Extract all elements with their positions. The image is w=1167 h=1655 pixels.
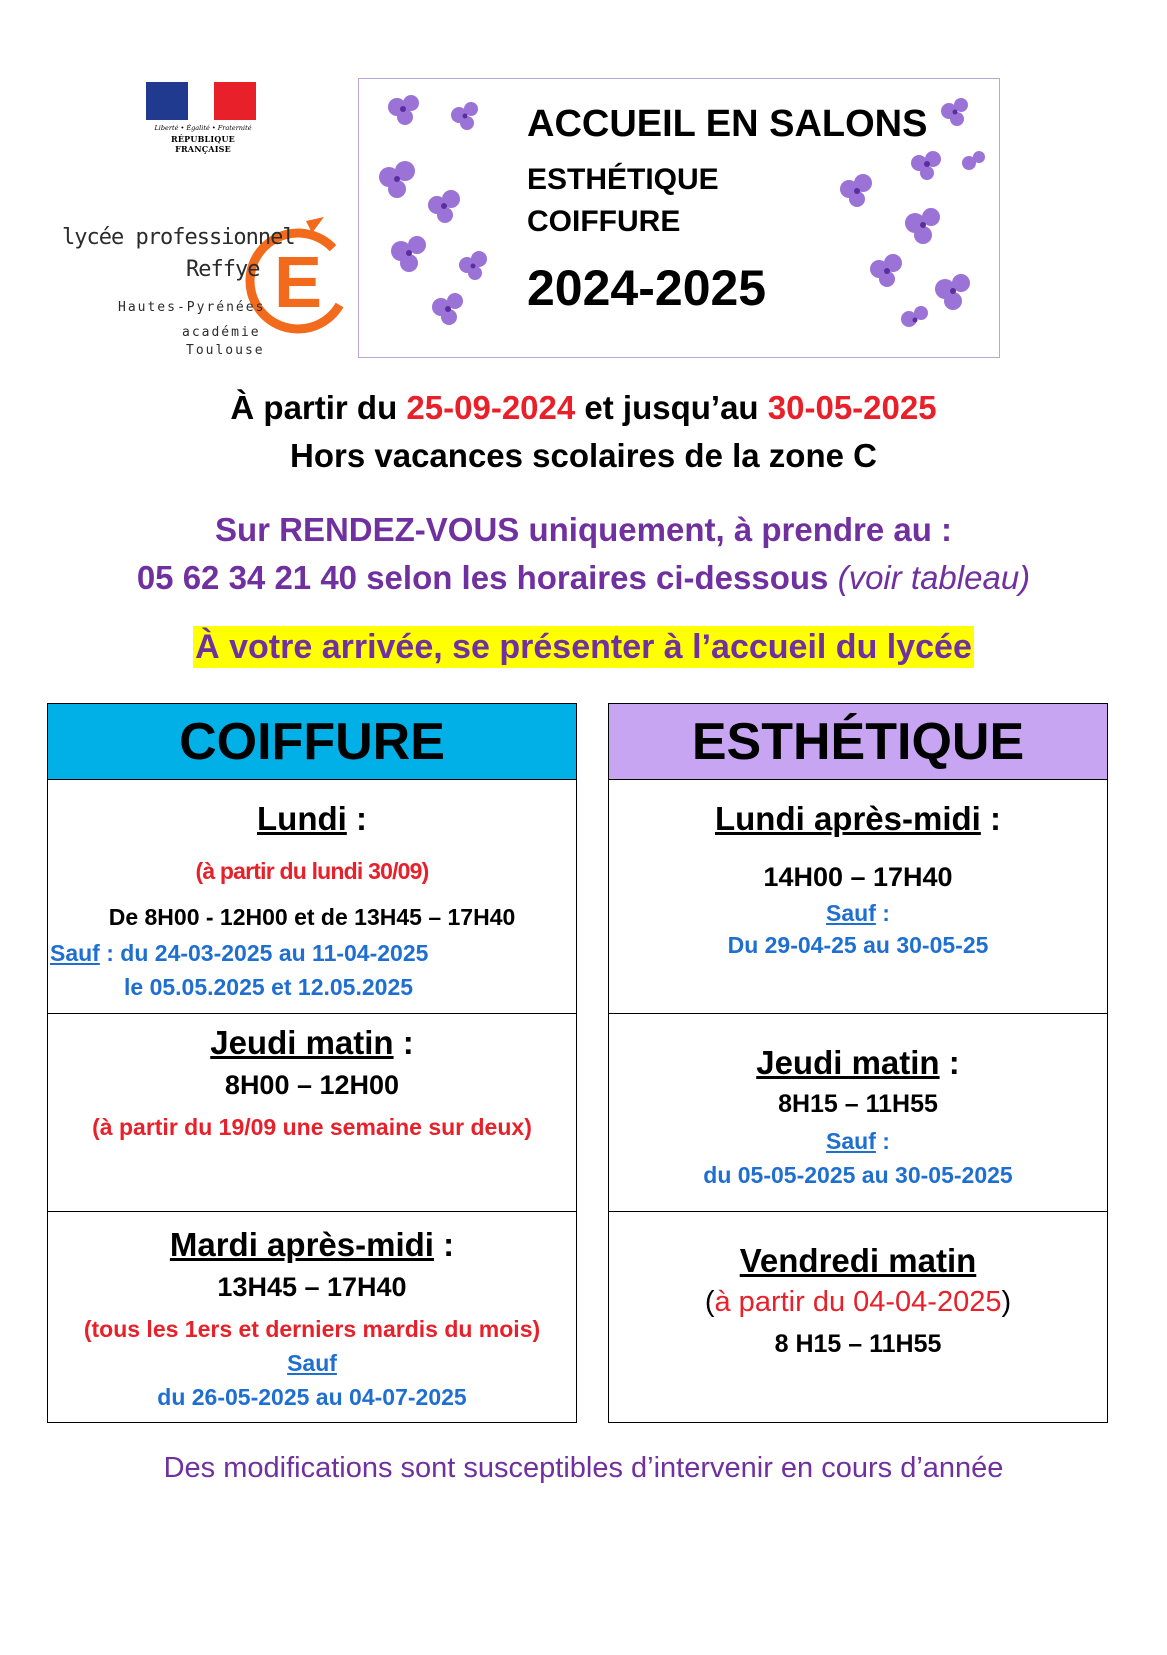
start-date: 25-09-2024 <box>406 389 576 426</box>
coiffure-mardi-title <box>48 1226 576 1264</box>
header-title: ACCUEIL EN SALONS <box>527 103 928 145</box>
esthetique-vendredi-title <box>609 1242 1107 1280</box>
coiffure-jeudi-cell <box>48 1014 576 1212</box>
esthetique-vendredi-paren-open: ( <box>704 1286 715 1318</box>
rdv-phone: 05 62 34 21 40 selon les horaires ci-dessous <box>136 559 829 596</box>
marianne-icon <box>182 88 212 116</box>
coiffure-mardi-colon: : <box>433 1226 455 1263</box>
end-date: 30-05-2025 <box>767 389 937 426</box>
esthetique-jeudi-day: Jeudi matin <box>756 1044 940 1081</box>
coiffure-jeudi-note: (à partir du 19/09 une semaine sur deux) <box>92 1114 532 1140</box>
coiffure-mardi-sauf-text: Sauf <box>287 1350 337 1376</box>
rf-name: RÉPUBLIQUE FRANÇAISE <box>171 134 235 154</box>
coiffure-mardi-day: Mardi après-midi <box>169 1226 434 1263</box>
header-subtitle-coiffure: COIFFURE <box>527 205 681 238</box>
coiffure-lundi-cell <box>48 780 576 1014</box>
coiffure-jeudi-colon: : <box>393 1024 414 1061</box>
zone-line: Hors vacances scolaires de la zone C <box>290 437 877 474</box>
coiffure-jeudi-title <box>48 1024 576 1062</box>
lycee-reffye-logo <box>58 185 338 365</box>
coiffure-mardi-cell <box>48 1212 576 1421</box>
coiffure-mardi-note: (tous les 1ers et derniers mardis du mois) <box>83 1316 541 1342</box>
coiffure-lundi-sauf: Sauf <box>50 940 100 966</box>
coiffure-mardi-sauf <box>48 1350 576 1377</box>
coiffure-lundi-except2: le 05.05.2025 et 12.05.2025 <box>124 974 414 1000</box>
coiffure-mardi-except: du 26-05-2025 au 04-07-2025 <box>157 1384 467 1410</box>
header-box <box>358 78 1000 358</box>
esthetique-lundi-cell <box>609 780 1107 1014</box>
lycee-academie: académie <box>182 325 261 340</box>
esthetique-vendredi-paren-close: ) <box>1001 1286 1012 1318</box>
esthetique-jeudi-title <box>609 1044 1107 1082</box>
esthetique-jeudi-cell <box>609 1014 1107 1212</box>
dates-line <box>0 389 1167 427</box>
esthetique-lundi-title <box>609 800 1107 838</box>
esthetique-vendredi-day: Vendredi matin <box>739 1242 977 1279</box>
esthetique-lundi-colon: : <box>980 800 1002 837</box>
coiffure-lundi-colon: : <box>346 800 367 837</box>
lycee-department: Hautes-Pyrénées <box>118 300 266 315</box>
esthetique-jeudi-sauf <box>609 1128 1107 1155</box>
coiffure-schedule-table <box>47 703 577 1423</box>
esthetique-lundi-hours: 14H00 – 17H40 <box>763 862 953 892</box>
esthetique-jeudi-except: du 05-05-2025 au 30-05-2025 <box>703 1162 1013 1188</box>
violets-flowers-left-icon <box>367 85 517 349</box>
violets-flowers-right-icon <box>819 93 999 347</box>
coiffure-jeudi-day: Jeudi matin <box>210 1024 394 1061</box>
header-subtitle-esthetique: ESTHÉTIQUE <box>527 163 719 196</box>
coiffure-lundi-except1 <box>50 940 578 967</box>
header-year: 2024-2025 <box>527 260 767 316</box>
esthetique-vendredi-note-text: à partir du 04-04-2025 <box>714 1286 1002 1318</box>
coiffure-lundi-day: Lundi <box>257 800 347 837</box>
coiffure-lundi-hours: De 8H00 - 12H00 et de 13H45 – 17H40 <box>108 904 516 930</box>
arrival-line <box>0 628 1167 667</box>
esthetique-vendredi-note <box>609 1286 1107 1319</box>
esthetique-lundi-sauf-colon: : <box>875 900 890 926</box>
esthetique-lundi-sauf <box>609 900 1107 927</box>
esthetique-vendredi-hours: 8 H15 – 11H55 <box>774 1330 942 1358</box>
coiffure-lundi-note: (à partir du lundi 30/09) <box>195 858 429 884</box>
esthetique-schedule-table <box>608 703 1108 1423</box>
svg-text:E: E <box>273 243 323 323</box>
esthetique-lundi-day: Lundi après-midi <box>714 800 981 837</box>
rdv-line2 <box>0 559 1167 597</box>
arrival-text: À votre arrivée, se présenter à l’accueil du lycée <box>195 628 972 666</box>
esthetique-lundi-except: Du 29-04-25 au 30-05-25 <box>727 932 989 958</box>
republique-francaise-logo <box>146 82 260 152</box>
coiffure-mardi-hours: 13H45 – 17H40 <box>217 1272 407 1302</box>
lycee-city: Toulouse <box>186 343 265 358</box>
dates-prefix: À partir du <box>230 389 407 426</box>
lycee-name-line2: Reffye <box>186 257 260 282</box>
coiffure-lundi-title <box>48 800 576 838</box>
esthetique-jeudi-colon: : <box>939 1044 960 1081</box>
rdv-note: (voir tableau) <box>828 559 1031 596</box>
coiffure-jeudi-hours: 8H00 – 12H00 <box>224 1070 400 1100</box>
lycee-name-line1: lycée professionnel <box>62 225 295 250</box>
coiffure-lundi-except1-text: : du 24-03-2025 au 11-04-2025 <box>99 940 429 966</box>
esthetique-jeudi-sauf-text: Sauf <box>826 1128 876 1154</box>
footer-note: Des modifications sont susceptibles d’intervenir en cours d’année <box>163 1452 1004 1484</box>
rf-motto: Liberté • Égalité • Fraternité <box>154 124 252 132</box>
esthetique-jeudi-sauf-colon: : <box>875 1128 890 1154</box>
coiffure-header: COIFFURE <box>48 704 576 780</box>
rdv-line1: Sur RENDEZ-VOUS uniquement, à prendre au : <box>214 511 953 548</box>
esthetique-header: ESTHÉTIQUE <box>609 704 1107 780</box>
dates-mid: et jusqu’au <box>575 389 768 426</box>
esthetique-vendredi-cell <box>609 1212 1107 1421</box>
esthetique-lundi-sauf-text: Sauf <box>826 900 876 926</box>
esthetique-jeudi-hours: 8H15 – 11H55 <box>778 1090 938 1118</box>
